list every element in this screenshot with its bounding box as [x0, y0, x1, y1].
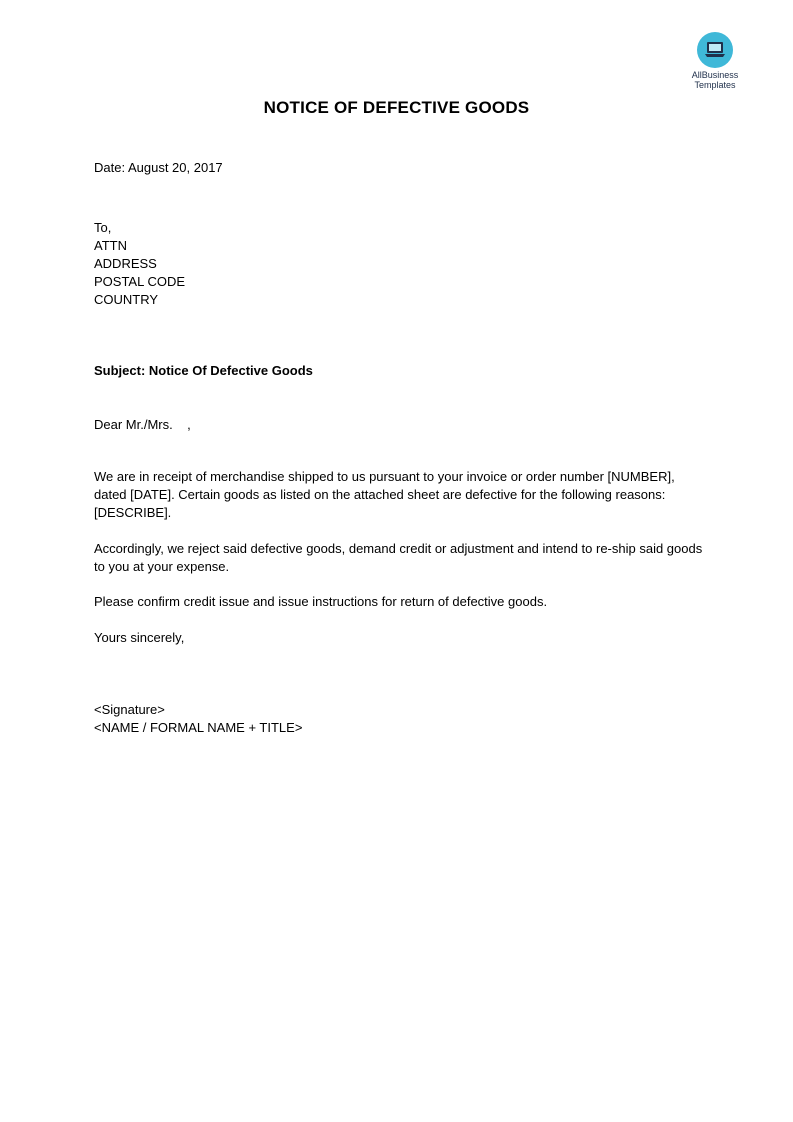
- signature-placeholder: <Signature>: [94, 702, 165, 717]
- logo-badge: [697, 32, 733, 68]
- logo-text-line2: Templates: [694, 80, 736, 90]
- recipient-to: To,: [94, 220, 112, 235]
- recipient-postal-code: POSTAL CODE: [94, 274, 186, 289]
- recipient-address: ADDRESS: [94, 256, 157, 271]
- recipient-attn: ATTN: [94, 238, 127, 253]
- name-title-placeholder: <NAME / FORMAL NAME + TITLE>: [94, 720, 303, 735]
- body-paragraph-2: Accordingly, we reject said defective goods, demand credit or adjustment and intend to re-ship said goods to you at your expense.: [94, 541, 703, 574]
- salutation: Dear Mr./Mrs. ,: [94, 417, 191, 432]
- body-paragraph-1: We are in receipt of merchandise shipped to us pursuant to your invoice or order number [NUMBER], dated [DATE]. Certain goods as listed on the attached sheet are defective for the following reasons: [DESCRIBE].: [94, 469, 675, 520]
- date-line: Date: August 20, 2017: [94, 160, 223, 175]
- laptop-icon: [704, 41, 726, 59]
- body-paragraph-3: Please confirm credit issue and issue instructions for return of defective goods.: [94, 594, 548, 609]
- recipient-country: COUNTRY: [94, 292, 159, 307]
- subject-line: Subject: Notice Of Defective Goods: [94, 363, 313, 378]
- logo-text-line1: AllBusiness: [691, 70, 739, 80]
- document-title: NOTICE OF DEFECTIVE GOODS: [263, 98, 530, 117]
- closing: Yours sincerely,: [94, 630, 185, 645]
- allbusiness-templates-logo: [684, 32, 746, 90]
